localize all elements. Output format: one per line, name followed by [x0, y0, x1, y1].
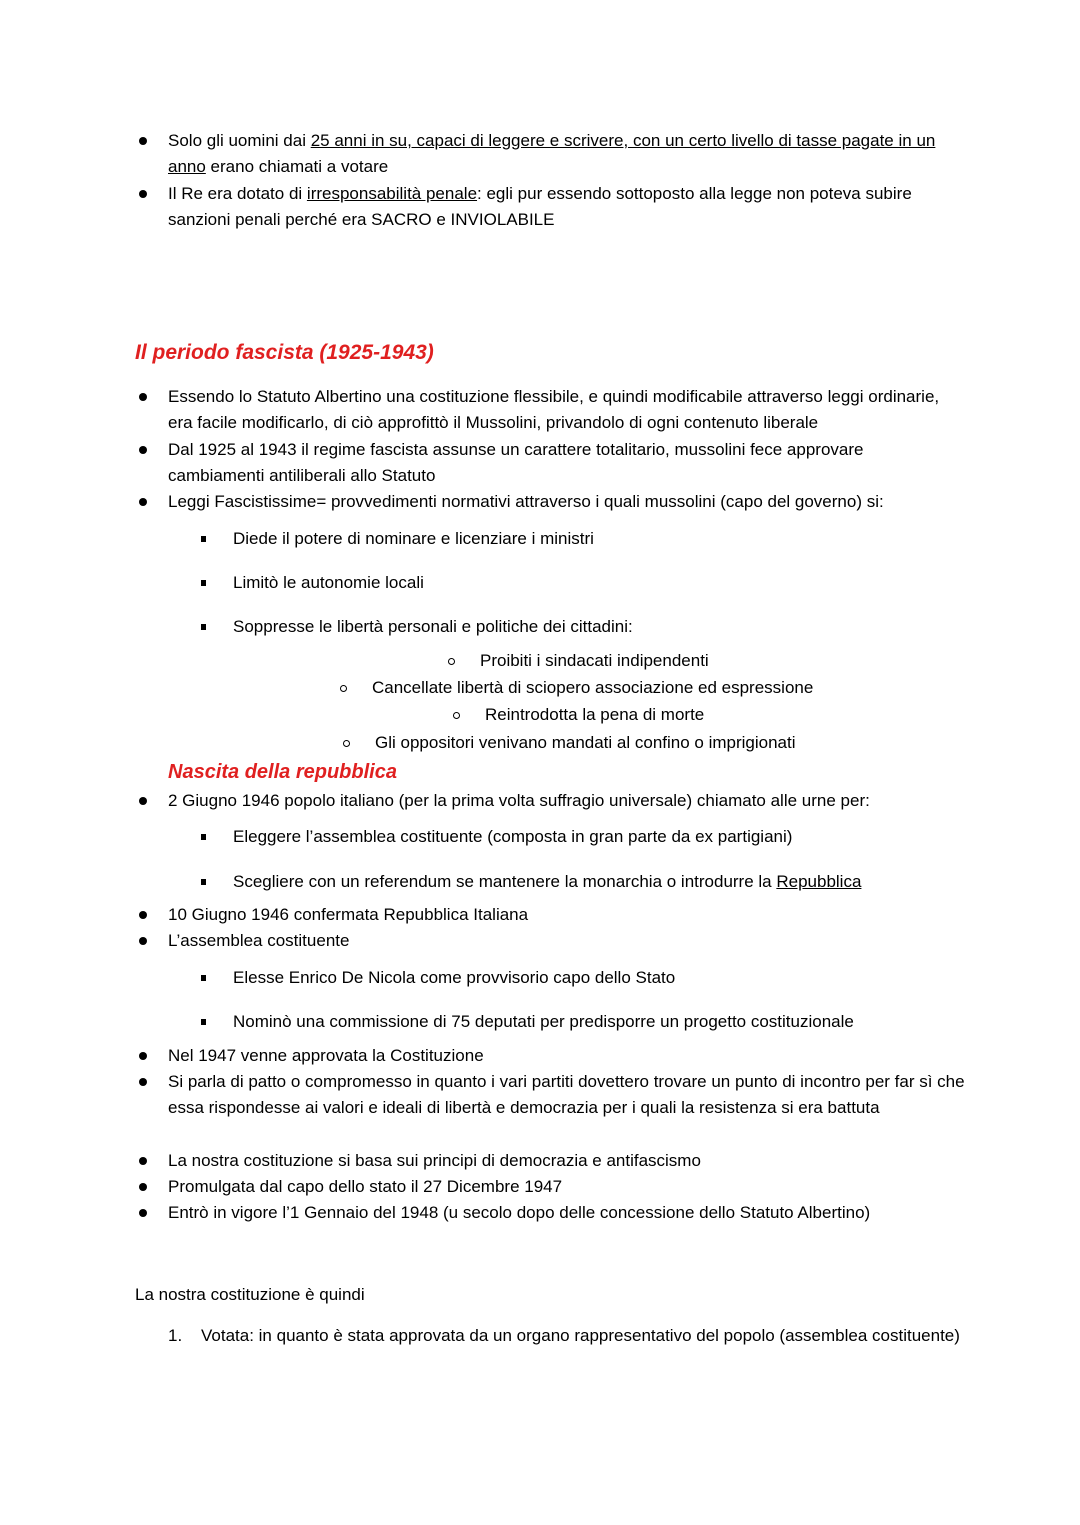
republic-bullet-3: L’assemblea costituente — [168, 931, 350, 950]
bullet-dot — [139, 937, 147, 945]
suppression-item-2: Cancellate libertà di sciopero associazione ed espressione — [372, 678, 814, 697]
suppression-item-4: Gli oppositori venivano mandati al confino o imprigionati — [375, 733, 796, 752]
underlined-phrase: 25 anni in su, capaci di leggere e scrivere, con un certo livello di tasse pagate in un anno — [168, 131, 936, 176]
republic-bullet-4: Nel 1947 venne approvata la Costituzione — [168, 1046, 484, 1065]
republic-bullet-6: La nostra costituzione si basa sui principi di democrazia e antifascismo — [168, 1151, 701, 1170]
section-heading-fascist-period: Il periodo fascista (1925-1943) — [135, 341, 434, 364]
republic-bullet-7: Promulgata dal capo dello stato il 27 Dicembre 1947 — [168, 1177, 563, 1196]
square-bullet — [201, 536, 206, 542]
fascist-bullet-3: Leggi Fascistissime= provvedimenti normativi attraverso i quali mussolini (capo del governo) si: — [168, 492, 884, 511]
list-number: 1. — [168, 1326, 183, 1345]
bullet-dot — [139, 911, 147, 919]
suppression-item-3: Reintrodotta la pena di morte — [485, 705, 705, 724]
bullet-dot — [139, 446, 147, 454]
bullet-dot — [139, 797, 147, 805]
underlined-phrase: irresponsabilità penale — [306, 184, 478, 203]
bullet-dot — [139, 1078, 147, 1086]
square-bullet — [201, 624, 206, 630]
square-bullet — [201, 834, 206, 840]
conclusion-item-votata: Votata: in quanto è stata approvata da un organo rappresentativo del popolo (assemblea costituente) — [201, 1326, 960, 1345]
square-bullet — [201, 975, 206, 981]
bullet-dot — [139, 1157, 147, 1165]
fascist-law-item-3: Soppresse le libertà personali e politiche dei cittadini: — [233, 617, 633, 636]
fascist-bullet-1: Essendo lo Statuto Albertino una costituzione flessibile, e quindi modificabile attraverso leggi ordinarie, era facile modificarlo, di ciò approfittò il Mussolini, privandolo di ogni contenuto liberale — [168, 387, 940, 432]
bullet-dot — [139, 1209, 147, 1217]
republic-item-commission: Nominò una commissione di 75 deputati per predisporre un progetto costituzionale — [233, 1012, 854, 1031]
bullet-dot — [139, 393, 147, 401]
square-bullet — [201, 1019, 206, 1025]
section-heading-republic: Nascita della repubblica — [168, 761, 397, 783]
conclusion-intro: La nostra costituzione è quindi — [135, 1285, 365, 1304]
republic-bullet-1: 2 Giugno 1946 popolo italiano (per la prima volta suffragio universale) chiamato alle urne per: — [168, 791, 870, 810]
repubblica-link: Repubblica — [776, 872, 862, 891]
king-irresponsibility-text: Il Re era dotato di irresponsabilità penale: egli pur essendo sottoposto alla legge non poteva subire sanzioni penali perché era SACRO e INVIOLABILE — [168, 184, 912, 229]
bullet-dot — [139, 1052, 147, 1060]
republic-item-assembly: Eleggere l’assemblea costituente (composta in gran parte da ex partigiani) — [233, 827, 793, 846]
circle-bullet — [453, 712, 460, 719]
circle-bullet — [343, 740, 350, 747]
fascist-bullet-2: Dal 1925 al 1943 il regime fascista assunse un carattere totalitario, mussolini fece approvare cambiamenti antiliberali allo Statuto — [168, 440, 864, 485]
republic-bullet-2: 10 Giugno 1946 confermata Repubblica Italiana — [168, 905, 529, 924]
bullet-dot — [139, 137, 147, 145]
republic-bullet-8: Entrò in vigore l’1 Gennaio del 1948 (u secolo dopo delle concessione dello Statuto Albertino) — [168, 1203, 871, 1222]
republic-item-referendum: Scegliere con un referendum se mantenere la monarchia o introdurre la Repubblica — [233, 872, 862, 891]
circle-bullet — [340, 685, 347, 692]
voting-rule-text: Solo gli uomini dai 25 anni in su, capaci di leggere e scrivere, con un certo livello di tasse pagate in un anno erano chiamati a votare — [168, 131, 936, 176]
republic-bullet-5: Si parla di patto o compromesso in quanto i vari partiti dovettero trovare un punto di incontro per far sì che essa rispondesse ai valori e ideali di libertà e democrazia per i quali la resistenza si era battuta — [168, 1072, 965, 1117]
bullet-dot — [139, 1183, 147, 1191]
fascist-law-item-2: Limitò le autonomie locali — [233, 573, 424, 592]
circle-bullet — [448, 658, 455, 665]
square-bullet — [201, 879, 206, 885]
suppression-item-1: Proibiti i sindacati indipendenti — [480, 651, 709, 670]
bullet-dot — [139, 498, 147, 506]
bullet-dot — [139, 190, 147, 198]
square-bullet — [201, 580, 206, 586]
fascist-law-item-1: Diede il potere di nominare e licenziare i ministri — [233, 529, 594, 548]
republic-item-de-nicola: Elesse Enrico De Nicola come provvisorio capo dello Stato — [233, 968, 676, 987]
